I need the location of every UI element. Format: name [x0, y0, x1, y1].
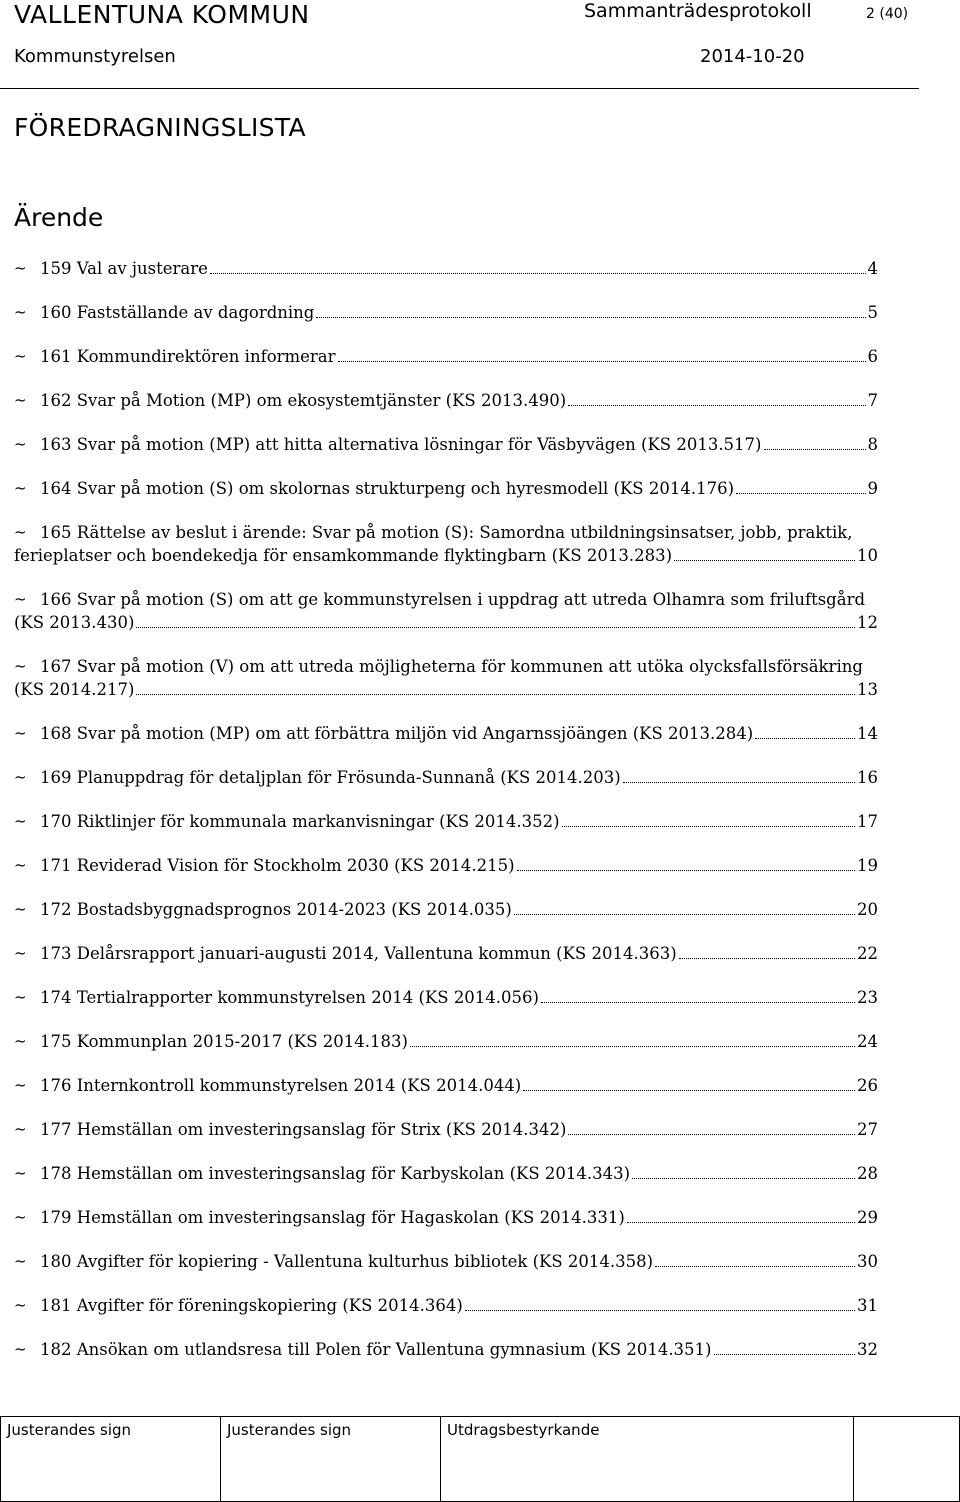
tilde-bullet-icon: ~	[14, 724, 27, 742]
agenda-item-text-line2: (KS 2013.430)	[14, 613, 135, 632]
agenda-item[interactable]	[14, 521, 878, 567]
dot-leader	[714, 1338, 856, 1355]
agenda-item-page: 14	[857, 724, 878, 743]
agenda-item-page: 28	[857, 1164, 878, 1183]
agenda-item-text-line1: 165 Rättelse av beslut i ärende: Svar på motion (S): Samordna utbildningsinsatser, jobb, praktik,	[40, 523, 853, 542]
agenda-item-page: 4	[867, 259, 878, 278]
header-divider	[0, 88, 919, 89]
agenda-item[interactable]	[14, 1030, 878, 1053]
dot-leader	[562, 810, 855, 827]
agenda-item-page: 8	[867, 435, 878, 454]
agenda-item-page: 13	[857, 680, 878, 699]
agenda-item-text: 176 Internkontroll kommunstyrelsen 2014 (KS 2014.044)	[40, 1076, 522, 1095]
page-header	[0, 0, 960, 92]
agenda-item[interactable]	[14, 1074, 878, 1097]
agenda-item[interactable]	[14, 345, 878, 368]
agenda-item-text: 172 Bostadsbyggnadsprognos 2014-2023 (KS 2014.035)	[40, 900, 512, 919]
tilde-bullet-icon: ~	[14, 1164, 27, 1182]
dot-leader	[755, 722, 855, 739]
tilde-bullet-icon: ~	[14, 1340, 27, 1358]
agenda-item[interactable]	[14, 722, 878, 745]
tilde-bullet-icon: ~	[14, 435, 27, 453]
agenda-item-page: 20	[857, 900, 878, 919]
agenda-item-page: 6	[867, 347, 878, 366]
tilde-bullet-icon: ~	[14, 1032, 27, 1050]
agenda-item-text: 174 Tertialrapporter kommunstyrelsen 2014 (KS 2014.056)	[40, 988, 539, 1007]
agenda-item-text-line1: 166 Svar på motion (S) om att ge kommunstyrelsen i uppdrag att utreda Olhamra som friluftsgård	[40, 590, 866, 609]
page-number: 2 (40)	[866, 6, 909, 22]
dot-leader	[523, 1074, 855, 1091]
agenda-item-text: 170 Riktlinjer för kommunala markanvisningar (KS 2014.352)	[40, 812, 560, 831]
agenda-item-page: 9	[867, 479, 878, 498]
agenda-item-text: 171 Reviderad Vision för Stockholm 2030 (KS 2014.215)	[40, 856, 515, 875]
tilde-bullet-icon: ~	[14, 1120, 27, 1138]
tilde-bullet-icon: ~	[14, 590, 27, 608]
footer-cell-certification	[441, 1417, 854, 1502]
footer-cell-empty	[854, 1417, 960, 1502]
dot-leader	[136, 678, 855, 695]
agenda-item-text: 173 Delårsrapport januari-augusti 2014, Vallentuna kommun (KS 2014.363)	[40, 944, 677, 963]
agenda-item-page: 32	[857, 1340, 878, 1359]
tilde-bullet-icon: ~	[14, 900, 27, 918]
dot-leader	[736, 477, 865, 494]
agenda-item[interactable]	[14, 477, 878, 500]
dot-leader	[655, 1250, 855, 1267]
agenda-item[interactable]	[14, 898, 878, 921]
dot-leader	[465, 1294, 855, 1311]
meeting-date: 2014-10-20	[700, 46, 805, 67]
agenda-item-text: 178 Hemställan om investeringsanslag för Karbyskolan (KS 2014.343)	[40, 1164, 631, 1183]
dot-leader	[514, 898, 855, 915]
tilde-bullet-icon: ~	[14, 768, 27, 786]
dot-leader	[623, 766, 855, 783]
agenda-item-text: 162 Svar på Motion (MP) om ekosystemtjänster (KS 2013.490)	[40, 391, 567, 410]
agenda-item-text: 175 Kommunplan 2015-2017 (KS 2014.183)	[40, 1032, 408, 1051]
agenda-item-page: 19	[857, 856, 878, 875]
tilde-bullet-icon: ~	[14, 856, 27, 874]
tilde-bullet-icon: ~	[14, 988, 27, 1006]
agenda-item[interactable]	[14, 1294, 878, 1317]
organization-name: VALLENTUNA KOMMUN	[14, 0, 310, 29]
agenda-item-page: 10	[857, 546, 878, 565]
agenda-item-text: 164 Svar på motion (S) om skolornas strukturpeng och hyresmodell (KS 2014.176)	[40, 479, 735, 498]
tilde-bullet-icon: ~	[14, 944, 27, 962]
agenda-item-page: 29	[857, 1208, 878, 1227]
agenda-item-page: 17	[857, 812, 878, 831]
tilde-bullet-icon: ~	[14, 1252, 27, 1270]
agenda-list	[14, 257, 878, 1382]
tilde-bullet-icon: ~	[14, 1208, 27, 1226]
agenda-item-text-line2: (KS 2014.217)	[14, 680, 135, 699]
tilde-bullet-icon: ~	[14, 259, 27, 277]
dot-leader	[410, 1030, 855, 1047]
tilde-bullet-icon: ~	[14, 1296, 27, 1314]
agenda-item-text: 159 Val av justerare	[40, 259, 208, 278]
agenda-item-page: 12	[857, 613, 878, 632]
section-heading: Ärende	[14, 203, 104, 232]
tilde-bullet-icon: ~	[14, 812, 27, 830]
dot-leader	[568, 1118, 855, 1135]
agenda-item-text: 163 Svar på motion (MP) att hitta alternativa lösningar för Väsbyvägen (KS 2013.517)	[40, 435, 762, 454]
agenda-item-text-line1: 167 Svar på motion (V) om att utreda möjligheterna för kommunen att utöka olycksfallsförsäkring	[40, 657, 863, 676]
agenda-item[interactable]	[14, 389, 878, 412]
agenda-item-page: 22	[857, 944, 878, 963]
agenda-item-text: 182 Ansökan om utlandsresa till Polen för Vallentuna gymnasium (KS 2014.351)	[40, 1340, 712, 1359]
tilde-bullet-icon: ~	[14, 479, 27, 497]
dot-leader	[764, 433, 866, 450]
agenda-item[interactable]	[14, 1162, 878, 1185]
dot-leader	[338, 345, 866, 362]
agenda-item[interactable]	[14, 1118, 878, 1141]
footer-cell-sign-1	[1, 1417, 221, 1502]
agenda-item-page: 16	[857, 768, 878, 787]
agenda-item-page: 24	[857, 1032, 878, 1051]
agenda-item-text: 161 Kommundirektören informerar	[40, 347, 336, 366]
dot-leader	[136, 611, 855, 628]
agenda-item-text: 169 Planuppdrag för detaljplan för Frösunda-Sunnanå (KS 2014.203)	[40, 768, 621, 787]
agenda-item[interactable]	[14, 257, 878, 280]
agenda-item-page: 5	[867, 303, 878, 322]
document-type: Sammanträdesprotokoll	[584, 0, 812, 22]
dot-leader	[627, 1206, 855, 1223]
agenda-item-text: 160 Fastställande av dagordning	[40, 303, 315, 322]
agenda-item-text: 181 Avgifter för föreningskopiering (KS 2014.364)	[40, 1296, 463, 1315]
dot-leader	[316, 301, 865, 318]
tilde-bullet-icon: ~	[14, 303, 27, 321]
dot-leader	[679, 942, 855, 959]
agenda-item[interactable]	[14, 655, 878, 701]
agenda-item[interactable]	[14, 942, 878, 965]
agenda-item[interactable]	[14, 1338, 878, 1361]
dot-leader	[210, 257, 866, 274]
agenda-item-text: 179 Hemställan om investeringsanslag för Hagaskolan (KS 2014.331)	[40, 1208, 625, 1227]
agenda-item[interactable]	[14, 301, 878, 324]
tilde-bullet-icon: ~	[14, 347, 27, 365]
agenda-item-page: 31	[857, 1296, 878, 1315]
dot-leader	[632, 1162, 855, 1179]
agenda-item[interactable]	[14, 810, 878, 833]
agenda-item[interactable]	[14, 433, 878, 456]
committee-name: Kommunstyrelsen	[14, 46, 176, 67]
agenda-item-page: 26	[857, 1076, 878, 1095]
dot-leader	[517, 854, 855, 871]
agenda-item-page: 27	[857, 1120, 878, 1139]
agenda-item[interactable]	[14, 986, 878, 1009]
agenda-item-text: 177 Hemställan om investeringsanslag för Strix (KS 2014.342)	[40, 1120, 567, 1139]
page-title: FÖREDRAGNINGSLISTA	[14, 113, 306, 142]
footer-cell-sign-2	[221, 1417, 441, 1502]
agenda-item-page: 23	[857, 988, 878, 1007]
footer-label: Justerandes sign	[227, 1421, 352, 1439]
tilde-bullet-icon: ~	[14, 1076, 27, 1094]
agenda-item-text-line2: ferieplatser och boendekedja för ensamkommande flyktingbarn (KS 2013.283)	[14, 546, 673, 565]
footer-label: Utdragsbestyrkande	[447, 1421, 600, 1439]
agenda-item-page: 30	[857, 1252, 878, 1271]
agenda-item-text: 168 Svar på motion (MP) om att förbättra miljön vid Angarnssjöängen (KS 2013.284)	[40, 724, 754, 743]
dot-leader	[674, 544, 855, 561]
agenda-item[interactable]	[14, 1206, 878, 1229]
agenda-item[interactable]	[14, 588, 878, 634]
dot-leader	[541, 986, 855, 1003]
agenda-item-page: 7	[867, 391, 878, 410]
agenda-item[interactable]	[14, 766, 878, 789]
dot-leader	[568, 389, 865, 406]
tilde-bullet-icon: ~	[14, 523, 27, 541]
agenda-item[interactable]	[14, 854, 878, 877]
signature-footer	[0, 1416, 960, 1502]
tilde-bullet-icon: ~	[14, 657, 27, 675]
footer-label: Justerandes sign	[7, 1421, 132, 1439]
agenda-item-text: 180 Avgifter för kopiering - Vallentuna kulturhus bibliotek (KS 2014.358)	[40, 1252, 654, 1271]
agenda-item[interactable]	[14, 1250, 878, 1273]
tilde-bullet-icon: ~	[14, 391, 27, 409]
